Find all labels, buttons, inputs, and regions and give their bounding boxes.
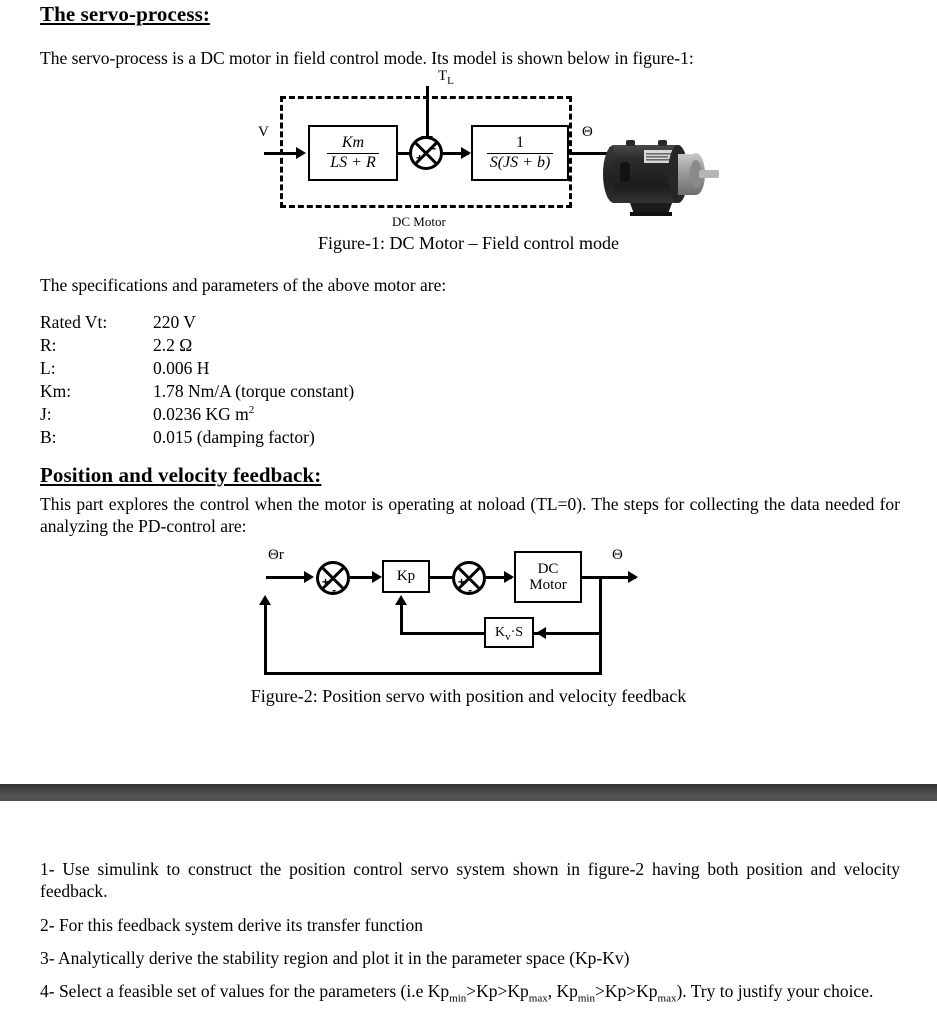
figure1-block1-fraction: [321, 134, 384, 173]
figure2-input-arrowhead: [304, 571, 314, 583]
task-item-3: [40, 947, 900, 969]
figure2-feedback-takeoff-line: [599, 576, 602, 675]
figure1-sum-minus-sign: -: [432, 141, 436, 155]
dc-motor-photo: [600, 126, 722, 216]
figure1-block1-numerator: Km: [341, 133, 365, 151]
task-2-text: For this feedback system derive its transfer function: [58, 915, 423, 935]
task-4-subscript-3: min: [577, 992, 595, 1005]
figure1-inner-caption-dc-motor: DC Motor: [392, 214, 446, 229]
figure2-kv-s-block-label: $K_v\cdot S$: [494, 624, 524, 643]
table-row: [40, 403, 354, 426]
figure2-input-label: Θr: [268, 547, 284, 563]
figure2-arrowhead-up-into-sum1: [259, 595, 271, 605]
spec-value-l: 0.006 H: [153, 358, 210, 378]
dc-motor-photo-illustration: [600, 126, 722, 216]
figure1-output-label: Θ: [582, 124, 593, 140]
task-item-1: [40, 858, 900, 902]
table-row: [40, 357, 354, 380]
figure2-kv-s-block-subscript: v: [505, 630, 511, 643]
task-item-4: [40, 980, 900, 1005]
figure2-dc-motor-block: [514, 551, 582, 603]
spec-intro-text: The specifications and parameters of the above motor are:: [40, 275, 447, 295]
figure2-vertical-line-into-sum2: [400, 605, 403, 634]
task-4-number: 4-: [40, 981, 55, 1001]
task-4-text-mid-2: , Kp: [547, 981, 578, 1001]
spec-name-b: B:: [40, 427, 57, 447]
task-item-2: [40, 914, 900, 936]
spec-value-rated-vt: 220 V: [153, 312, 196, 332]
section-title-position-velocity-feedback: Position and velocity feedback:: [40, 463, 322, 487]
figure2-output-arrowhead: [628, 571, 638, 583]
figure2-arrowhead-into-motor: [504, 571, 514, 583]
spec-value-j: 0.0236 KG $m^2$: [153, 404, 255, 424]
figure1-block2-fraction: [481, 134, 560, 173]
figure2-dc-motor-block-line2: Motor: [529, 577, 567, 593]
figure2-sum1-minus-sign: -: [332, 583, 336, 597]
figure2-line-kv-to-sum2: [400, 632, 486, 635]
table-row: [40, 334, 354, 357]
spec-value-km: 1.78 Nm/A (torque constant): [153, 381, 355, 401]
task-4-subscript-4: max: [657, 992, 677, 1005]
servo-process-intro-text: The servo-process is a DC motor in field control mode. Its model is shown below in figure-1:: [40, 48, 694, 68]
figure1-sum-plus-sign: +: [416, 151, 424, 165]
figure2-kv-s-block-tail: ·S: [510, 624, 524, 640]
figure2-kp-block-label: Kp: [396, 568, 416, 585]
task-4-text-mid-1: >Kp>Kp: [466, 981, 529, 1001]
task-1-number: 1-: [40, 859, 55, 879]
table-row: [40, 380, 354, 403]
figure1-disturbance-label: $T_L$: [438, 68, 454, 87]
task-4-subscript-2: max: [528, 992, 548, 1005]
figure2-kv-s-block: [484, 617, 534, 648]
figure1-input-line: [264, 152, 298, 155]
figure1-block-one-over-s-js-plus-b: [471, 125, 569, 181]
figure2-sum2-plus-sign: +: [458, 575, 466, 589]
figure2-arrowhead-into-kv-block: [536, 627, 546, 639]
spec-name-rated-vt: Rated Vt:: [40, 312, 108, 332]
figure-2-block-diagram: [262, 545, 622, 680]
spec-value-b: 0.015 (damping factor): [153, 427, 315, 447]
spec-name-l: L:: [40, 358, 56, 378]
spec-name-j: J:: [40, 404, 52, 424]
task-1-text: Use simulink to construct the position control servo system shown in figure-2 having both position and velocity feedback.: [40, 859, 901, 901]
spec-name-km: Km:: [40, 381, 72, 401]
motor-specifications-table: [40, 311, 354, 449]
figure2-sum1-plus-sign: +: [322, 575, 330, 589]
figure1-block2-numerator: 1: [516, 133, 524, 151]
figure2-summing-junction-position: [316, 561, 350, 595]
figure2-output-label: Θ: [612, 547, 623, 563]
figure1-block1-denominator: LS + R: [327, 153, 378, 172]
section-divider-band: [0, 784, 937, 801]
figure2-sum2-minus-sign: -: [468, 583, 472, 597]
task-4-text-before: Select a feasible set of values for the parameters (i.e Kp: [58, 981, 450, 1001]
spec-value-r: 2.2 Ω: [153, 335, 193, 355]
figure-1-caption: Figure-1: DC Motor – Field control mode: [318, 233, 619, 253]
task-2-number: 2-: [40, 915, 55, 935]
figure2-kp-block: [382, 560, 430, 593]
figure1-summing-junction: [409, 136, 443, 170]
figure2-outer-feedback-line: [264, 672, 602, 675]
table-row: [40, 311, 354, 334]
figure2-arrowhead-into-kp: [372, 571, 382, 583]
figure1-input-arrowhead: [296, 147, 306, 159]
task-4-subscript-1: min: [449, 992, 467, 1005]
figure2-vertical-line-into-sum1: [264, 605, 267, 674]
task-4-text-mid-3: >Kp>Kp: [595, 981, 658, 1001]
task-3-text: Analytically derive the stability region and plot it in the parameter space (Kp-Kv): [58, 948, 630, 968]
figure2-arrowhead-up-into-sum2: [395, 595, 407, 605]
figure1-block2-denominator: S(JS + b): [487, 153, 554, 172]
task-4-text-after: ). Try to justify your choice.: [676, 981, 874, 1001]
figure2-summing-junction-velocity: [452, 561, 486, 595]
table-row: [40, 426, 354, 449]
figure1-input-label: V: [258, 124, 269, 140]
section-title-servo-process: The servo-process:: [40, 2, 210, 26]
figure-2-caption: Figure-2: Position servo with position and velocity feedback: [250, 686, 687, 706]
figure2-input-line: [266, 576, 308, 579]
figure1-arrowhead-into-block2: [461, 147, 471, 159]
figure1-block-km-over-ls-plus-r: [308, 125, 398, 181]
spec-name-r: R:: [40, 335, 57, 355]
spec-value-j-exponent: 2: [248, 404, 255, 417]
task-3-number: 3-: [40, 948, 55, 968]
position-velocity-intro-text: This part explores the control when the motor is operating at noload (TL=0). The steps for collecting the data needed for analyzing the PD-control are:: [40, 494, 900, 536]
figure2-dc-motor-block-line1: DC: [537, 560, 559, 577]
figure1-disturbance-subscript: L: [447, 75, 454, 87]
